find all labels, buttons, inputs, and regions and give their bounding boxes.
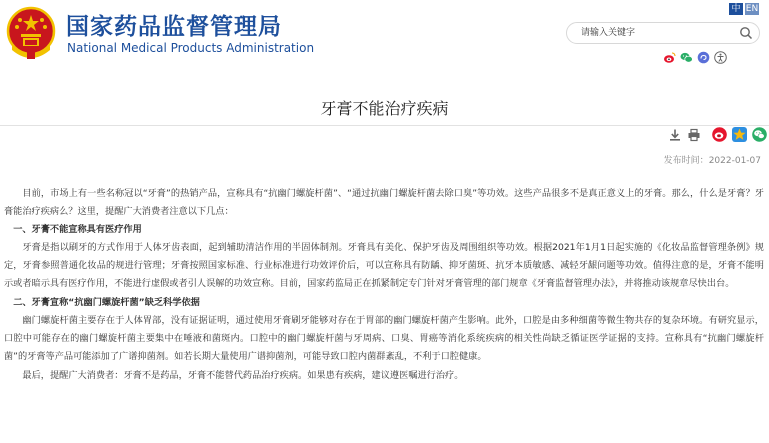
article-toolbar [668,127,767,142]
print-icon[interactable] [687,128,701,142]
miniprogram-icon[interactable] [697,51,710,64]
section-body-2: 幽门螺旋杆菌主要存在于人体胃部，没有证据证明，通过使用牙膏刷牙能够对存在于胃部的幽门螺旋杆菌产生影响。此外，口腔是由多种细菌等微生物共存的复杂环境。有研究显示，口腔中可能存在的幽门螺旋杆菌主要集中在唾液和菌斑内。口腔中的幽门螺旋杆菌与牙周病、口臭、胃癌等消化系统疾病的相关性尚缺乏循证医学证据的支持。宣称具有“抗幽门螺旋杆菌”的牙膏等产品可能添加了广谱抑菌剂。如若长期大量使用广谱抑菌剂，可能导致口腔内菌群紊乱，不利于口腔健康。 [4,314,764,362]
section-body-1: 牙膏是指以刷牙的方式作用于人体牙齿表面，起到辅助清洁作用的半固体制剂。牙膏具有美化、保护牙齿及周围组织等功效。根据2021年1月1日起实施的《化妆品监督管理条例》规定，牙膏参照普通化妆品的规进行管理；牙膏按照国家标准、行业标准进行功效评价后，可以宣称具有防龋、抑牙菌斑、抗牙本质敏感、减轻牙龈问题等功效。值得注意的是，牙膏不能明示或者暗示具有医疗作用，不能进行虚假或者引人误解的功效宣称。目前，国家药监局正在抓紧制定专门针对牙膏管理的部门规章《牙膏监督管理办法》，并将推动该规章尽快出台。 [4,242,764,290]
publish-date [664,153,761,166]
search-input[interactable] [581,26,731,40]
publish-date-value: 2022-01-07 [708,156,761,166]
wechat-share-icon[interactable] [752,127,767,142]
site-name-cn[interactable]: 国家药品监督管理局 [66,14,282,40]
national-emblem-logo[interactable] [6,6,56,60]
weibo-icon[interactable] [663,51,676,64]
publish-date-label: 发布时间： [663,156,709,166]
lang-cn-button[interactable]: 中 [729,3,743,15]
section-heading-1: 一、牙膏不能宣称具有医疗作用 [13,224,142,236]
article-closing: 最后，提醒广大消费者：牙膏不是药品，牙膏不能替代药品治疗疾病。如果患有疾病，建议遵医嘱进行治疗。 [22,369,464,381]
download-icon[interactable] [668,128,682,142]
search-box [566,22,760,44]
language-switch [729,3,759,15]
site-name-en[interactable]: National Medical Products Administration [67,41,315,55]
article-intro: 目前，市场上有一些名称冠以“牙膏”的热销产品，宣称具有“抗幽门螺旋杆菌”、“通过抗幽门螺旋杆菌去除口臭”等功效。这些产品很多不是真正意义上的牙膏。那么，什么是牙膏？牙膏能治疗疾病么？这里，提醒广大消费者注意以下几点： [4,188,764,218]
wechat-icon[interactable] [680,51,693,64]
qq-zone-share-icon[interactable] [732,127,747,142]
article-title: 牙膏不能治疗疾病 [320,99,449,118]
header-social-links [663,51,727,64]
lang-en-button[interactable]: EN [745,4,759,14]
site-header [0,0,769,79]
weibo-share-icon[interactable] [712,127,727,142]
title-divider [0,125,769,126]
accessibility-icon[interactable] [714,51,727,64]
search-icon[interactable] [739,26,753,40]
article-body [4,185,764,385]
section-heading-2: 二、牙膏宣称“抗幽门螺旋杆菌”缺乏科学依据 [13,296,200,308]
